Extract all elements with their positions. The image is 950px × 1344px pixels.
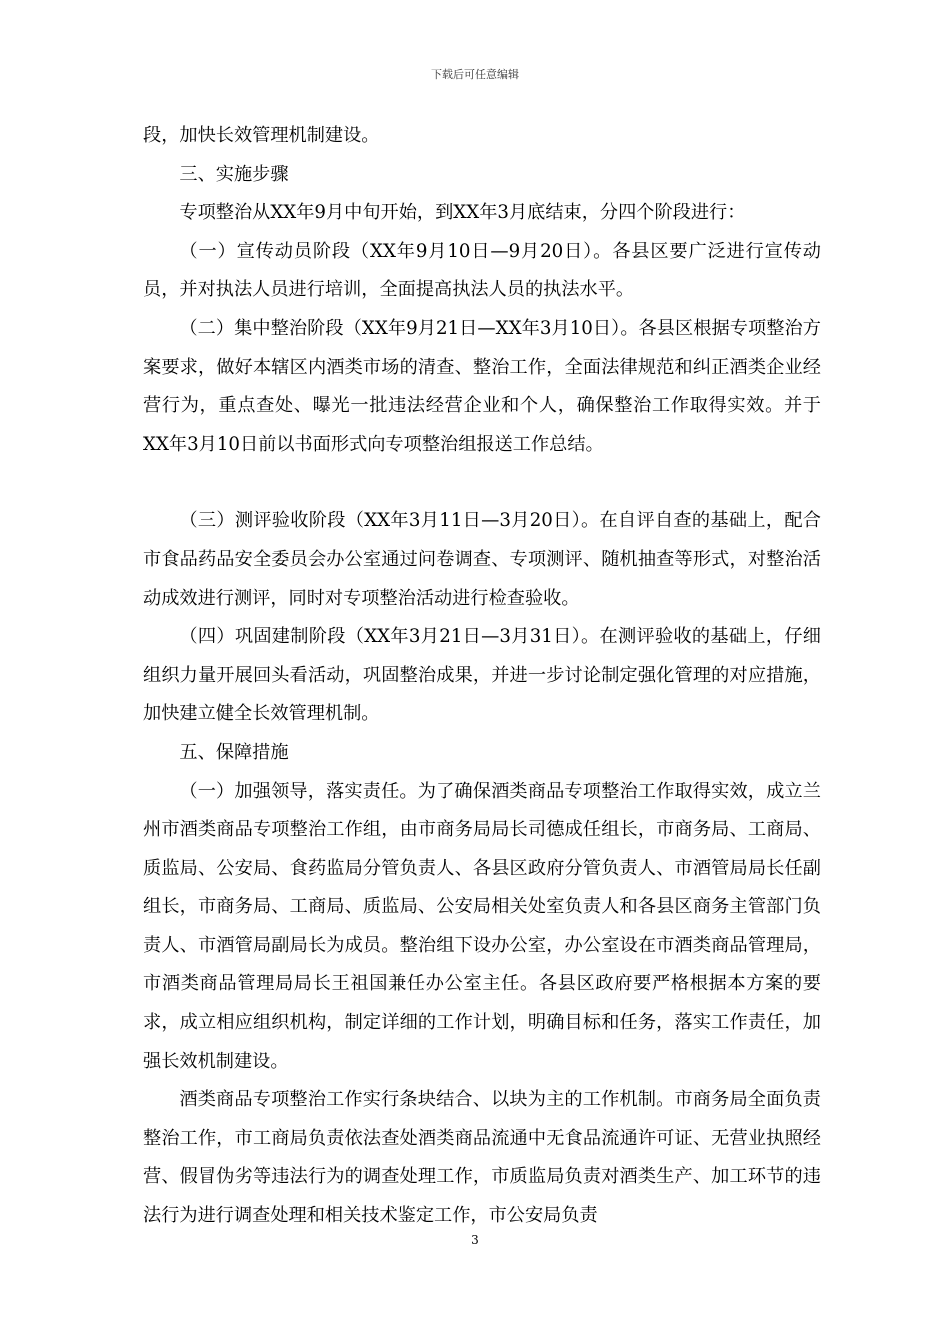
paragraph-leadership: （一）加强领导，落实责任。为了确保酒类商品专项整治工作取得实效，成立兰州市酒类商品专项整治工作组，由市商务局局长司德成任组长，市商务局、工商局、质监局、公安局、食药监局分管负责人、各县区政府分管负责人、市酒管局局长任副组长，市商务局、工商局、质监局、公安局相关处室负责人和各县区商务主管部门负责人、市酒管局副局长为成员。整治组下设办公室，办公室设在市酒类商品管理局，市酒类商品管理局局长王祖国兼任办公室主任。各县区政府要严格根据本方案的要求，成立相应组织机构，制定详细的工作计划，明确目标和任务，落实工作责任，加强长效机制建设。 [143, 780, 821, 1072]
paragraph-continuation: 段，加快长效管理机制建设。 [143, 125, 380, 146]
page-number: 3 [471, 1233, 479, 1247]
section-heading-safeguards: 五、保障措施 [179, 741, 289, 763]
paragraph-stage-one: （一）宣传动员阶段（XX年9月10日—9月20日）。各县区要广泛进行宣传动员，并对执法人员进行培训，全面提高执法人员的执法水平。 [143, 240, 821, 301]
paragraph-stage-four: （四）巩固建制阶段（XX年3月21日—3月31日）。在测评验收的基础上，仔细组织力量开展回头看活动，巩固整治成果，并进一步讨论制定强化管理的对应措施，加快建立健全长效管理机制。 [143, 626, 821, 725]
paragraph-work-mechanism: 酒类商品专项整治工作实行条块结合、以块为主的工作机制。市商务局全面负责整治工作，市工商局负责依法查处酒类商品流通中无食品流通许可证、无营业执照经营、假冒伪劣等违法行为的调查处理工作，市质监局负责对酒类生产、加工环节的违法行为进行调查处理和相关技术鉴定工作，市公安局负责 [143, 1089, 821, 1227]
paragraph-schedule-intro: 专项整治从XX年9月中旬开始，到XX年3月底结束，分四个阶段进行： [179, 202, 746, 224]
paragraph-spacer [143, 464, 821, 502]
section-heading-implementation-steps: 三、实施步骤 [179, 163, 289, 185]
paragraph-stage-three: （三）测评验收阶段（XX年3月11日—3月20日）。在自评自查的基础上，配合市食品药品安全委员会办公室通过问卷调查、专项测评、随机抽查等形式，对整治活动成效进行测评，同时对专项整治活动进行检查验收。 [143, 510, 821, 609]
document-body [143, 117, 821, 1236]
paragraph-stage-two: （二）集中整治阶段（XX年9月21日—XX年3月10日）。各县区根据专项整治方案要求，做好本辖区内酒类市场的清查、整治工作，全面法律规范和纠正酒类企业经营行为，重点查处、曝光一批违法经营企业和个人，确保整治工作取得实效。并于XX年3月10日前以书面形式向专项整治组报送工作总结。 [143, 317, 821, 455]
page-header-note: 下载后可任意编辑 [431, 68, 519, 81]
